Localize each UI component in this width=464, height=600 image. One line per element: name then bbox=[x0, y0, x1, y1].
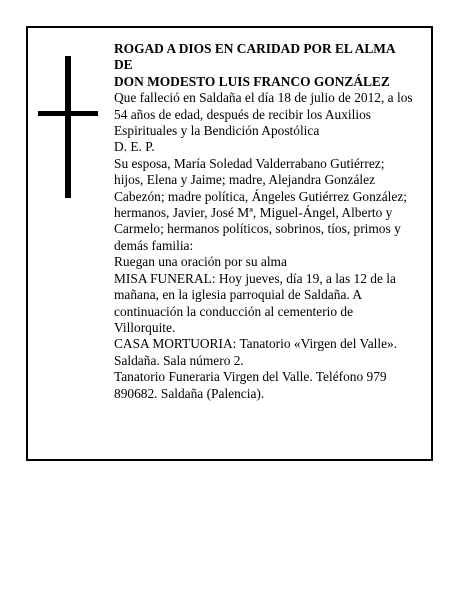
funeral-home: CASA MORTUORIA: Tanatorio «Virgen del Valle». Saldaña. Sala número 2. bbox=[114, 336, 398, 368]
family-list: Su esposa, María Soledad Valderrabano Gutiérrez; hijos, Elena y Jaime; madre, Alejandra González Cabezón; madre política, Ángeles Gutiérrez González; hermanos, Javier, José Mª, Miguel-Ángel, Alberto y Carmelo; hermanos políticos, sobrinos, tíos, primos y demás familia: bbox=[114, 155, 407, 253]
funeral-contact: Tanatorio Funeraria Virgen del Valle. Teléfono 979 890682. Saldaña (Palencia). bbox=[114, 369, 387, 401]
funeral-mass: MISA FUNERAL: Hoy jueves, día 19, a las 12 de la mañana, en la iglesia parroquial de Saldaña. A continuación la conducción al cementerio de Villorquite. bbox=[114, 270, 396, 335]
obituary-text bbox=[114, 41, 414, 402]
death-details: Que falleció en Saldaña el día 18 de julio de 2012, a los 54 años de edad, después de recibir los Auxilios Espirituales y la Bendición Apostólica bbox=[114, 90, 413, 139]
heading-prayer: ROGAD A DIOS EN CARIDAD POR EL ALMA DE bbox=[114, 41, 395, 73]
heading-deceased-name: DON MODESTO LUIS FRANCO GONZÁLEZ bbox=[114, 73, 390, 89]
cross-icon bbox=[38, 56, 102, 198]
obituary-notice bbox=[26, 26, 433, 461]
rip-line: D. E. P. bbox=[114, 139, 155, 155]
prayer-request: Ruegan una oración por su alma bbox=[114, 254, 287, 270]
